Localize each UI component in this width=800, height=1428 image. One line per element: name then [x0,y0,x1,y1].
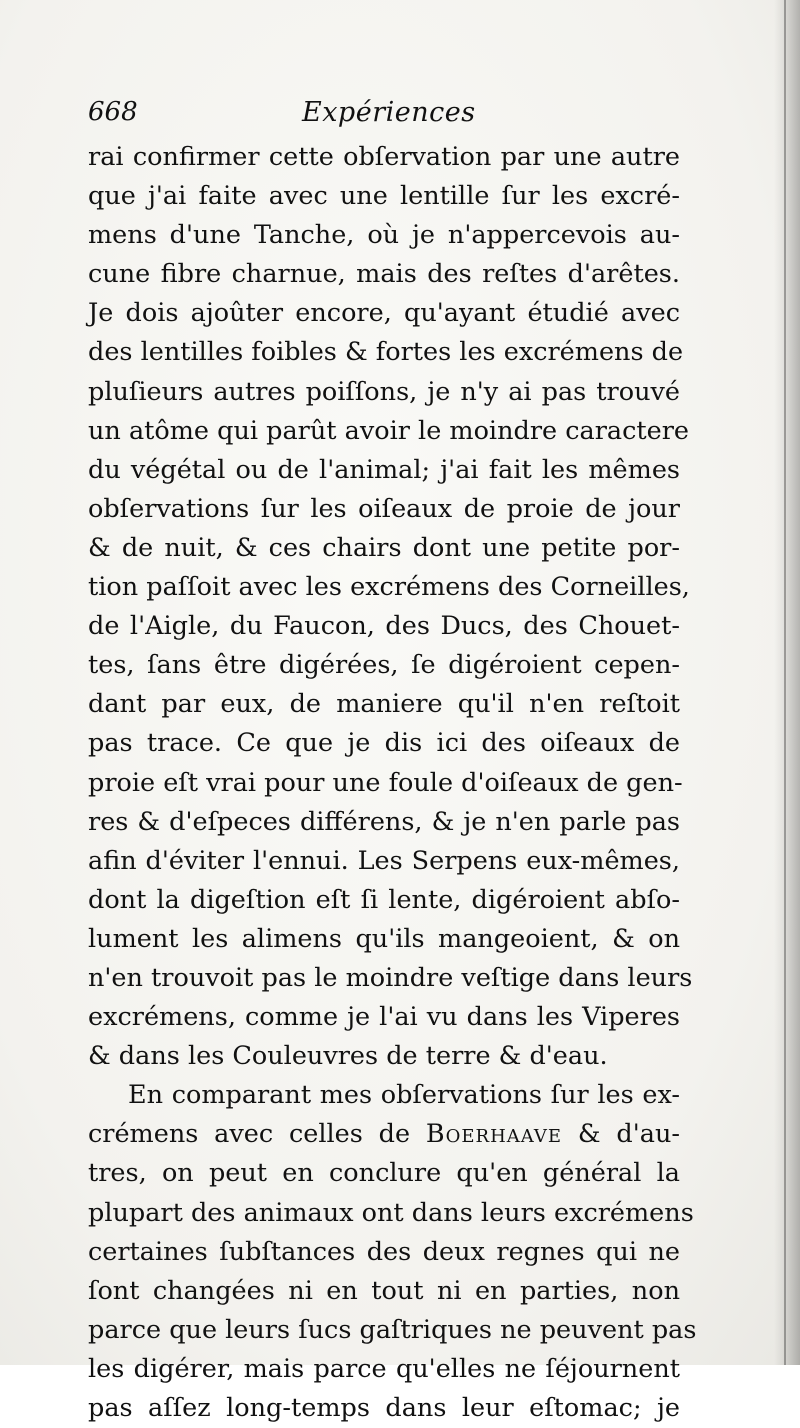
text-run: & d'au- [562,1119,680,1150]
text-line: lument les alimens qu'ils mangeoient, & on [88,923,680,954]
text-line: que j'ai faite avec une lentille ſur les excré- [88,181,680,212]
text-line: ſont changées ni en tout ni en parties, non [88,1275,680,1306]
text-line: dont la digeſtion eſt ſi lente, digéroient abſo- [88,884,680,915]
text-line: Je dois ajoûter encore, qu'ayant étudié avec [88,298,680,329]
text-line: obſervations ſur les oiſeaux de proie de jour [88,493,680,524]
text-line: proie eſt vrai pour une foule d'oiſeaux de gen- [88,767,683,798]
text-line: res & d'eſpeces différens, & je n'en parle pas [88,806,680,837]
text-line-with-name [88,1115,680,1154]
text-line: plupart des animaux ont dans leurs excrémens [88,1197,694,1228]
page-header [88,97,688,137]
text-line: n'en trouvoit pas le moindre veſtige dans leurs [88,962,693,993]
text-line: pluſieurs autres poiſſons, je n'y ai pas trouvé [88,376,680,407]
running-title: Expériences [302,97,476,128]
text-line: pas trace. Ce que je dis ici des oiſeaux de [88,728,680,759]
text-line: cune fibre charnue, mais des reſtes d'arêtes. [88,259,680,290]
text-line: des lentilles foibles & fortes les excrémens de [88,337,684,368]
text-line: pas aſſez long-temps dans leur eſtomac; je [88,1393,680,1423]
text-line: & dans les Couleuvres de terre & d'eau. [88,1041,608,1072]
text-line: parce que leurs ſucs gaſtriques ne peuvent pas [88,1314,697,1345]
text-line: afin d'éviter l'ennui. Les Serpens eux-mêmes, [88,845,680,876]
text-run: crémens avec celles de [88,1119,426,1150]
text-line: excrémens, comme je l'ai vu dans les Viperes [88,1002,680,1033]
text-line: rai confirmer cette obſervation par une autre [88,142,680,172]
text-line: de l'Aigle, du Faucon, des Ducs, des Chouet- [88,611,680,642]
text-line: tres, on peut en conclure qu'en général la [88,1158,680,1189]
text-line: un atôme qui parût avoir le moindre caractere [88,415,689,446]
page-edge-line [784,0,786,1365]
text-line: & de nuit, & ces chairs dont une petite por- [88,532,680,563]
body-text [88,138,697,1428]
text-line: En comparant mes obſervations ſur les ex- [128,1080,680,1111]
text-line: les digérer, mais parce qu'elles ne ſéjournent [88,1353,680,1384]
text-line: mens d'une Tanche, où je n'appercevois au- [88,220,680,251]
text-line: du végétal ou de l'animal; j'ai fait les mêmes [88,454,680,485]
page-gutter-shadow [774,0,800,1365]
text-line: dant par eux, de maniere qu'il n'en reſtoit [88,689,680,720]
paragraph-1 [88,138,693,1076]
text-line: tion paſſoit avec les excrémens des Corneilles, [88,572,690,603]
paragraph-2 [88,1076,697,1428]
text-line: certaines ſubſtances des deux regnes qui ne [88,1236,680,1267]
page-number: 668 [88,97,138,127]
author-name-boerhaave: Boerhaave [425,1119,563,1150]
text-line: tes, ſans être digérées, ſe digéroient cepen- [88,650,680,681]
